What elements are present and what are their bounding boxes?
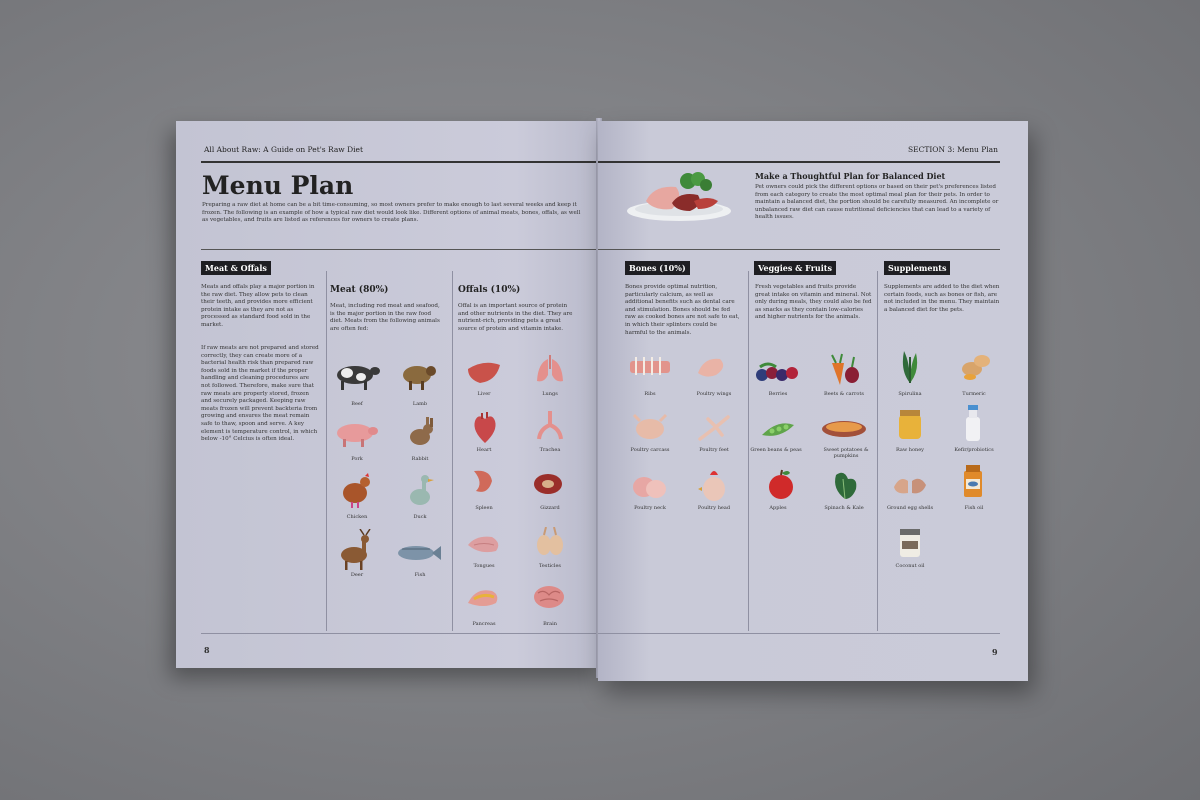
supplements-caption: Coconut oil bbox=[895, 563, 925, 569]
ribs-icon bbox=[628, 355, 672, 377]
poultry-head-icon bbox=[698, 467, 728, 503]
plan-text: Pet owners could pick the different options or based on their pet's preferences listed from each category to create the most optimal meal plan for their pets. In order to maintain a balanced diet, the portion should be carefully measured. An incomplete or unbalanced raw diet can cause nutritional deficiencies that can lead to a variety of health issues. bbox=[755, 184, 999, 221]
green-beans-peas-icon bbox=[760, 417, 796, 441]
offal-caption: Liver bbox=[477, 391, 491, 397]
bones-caption: Poultry feet bbox=[699, 447, 729, 453]
offal-caption: Tongues bbox=[473, 563, 495, 569]
offals-heading: Offals (10%) bbox=[458, 285, 521, 295]
meat-text: Meat, including red meat and seafood, is the major portion in the raw food diet. Meats from the following animals are often fed: bbox=[330, 303, 440, 332]
offal-caption: Lungs bbox=[542, 391, 558, 397]
offal-caption: Spleen bbox=[475, 505, 493, 511]
meat-caption: Fish bbox=[414, 572, 426, 578]
page-title: Menu Plan bbox=[202, 171, 354, 200]
meat-plate-illustration bbox=[624, 167, 734, 223]
meat-offals-intro: Meats and offals play a major portion in the raw diet. They allow pets to clean their teeth, and provides more efficient protein intake as they are not as processed as standard food sold in the market. bbox=[201, 284, 315, 328]
section-rule bbox=[201, 249, 602, 250]
turmeric-icon bbox=[958, 351, 994, 381]
plan-heading: Make a Thoughtful Plan for Balanced Diet bbox=[755, 171, 946, 181]
veggies-caption: Sweet potatoes & pumpkins bbox=[823, 447, 869, 459]
spinach-kale-icon bbox=[830, 469, 860, 501]
meat-caption: Lamb bbox=[412, 401, 428, 407]
kefir-bottle-icon bbox=[962, 405, 984, 443]
footer-rule bbox=[201, 633, 602, 634]
pancreas-icon bbox=[466, 583, 502, 613]
liver-icon bbox=[466, 359, 502, 387]
supplements-caption: Kefir/probiotics bbox=[954, 447, 994, 453]
meat-caption: Deer bbox=[350, 572, 364, 578]
offal-caption: Testicles bbox=[538, 563, 561, 569]
poultry-feet-icon bbox=[694, 413, 732, 443]
meat-caption: Rabbit bbox=[411, 456, 429, 462]
intro-paragraph: Preparing a raw diet at home can be a bit time-consuming, so most owners prefer to make enough to last several weeks and keep it frozen. The following is an example of how a typical raw diet would look like. Different options of animal meats, bones, offals, as well as vegetables, and fruits are listed as references for owners to create plans. bbox=[202, 202, 581, 224]
egg-shells-icon bbox=[892, 471, 928, 497]
meat-heading: Meat (80%) bbox=[330, 285, 389, 295]
header-rule bbox=[201, 161, 602, 163]
running-head-left: All About Raw: A Guide on Pet's Raw Diet bbox=[204, 145, 363, 154]
supplements-caption: Spirulina bbox=[898, 391, 922, 397]
deer-icon bbox=[336, 529, 376, 571]
right-page bbox=[598, 121, 1028, 681]
left-page bbox=[176, 121, 602, 668]
veggies-caption: Apples bbox=[769, 505, 787, 511]
berries-icon bbox=[754, 361, 804, 385]
fish-oil-icon bbox=[962, 465, 984, 499]
section-label-bones: Bones (10%) bbox=[625, 261, 690, 275]
supplements-caption: Turmeric bbox=[962, 391, 986, 397]
testicles-icon bbox=[534, 527, 566, 559]
footer-rule bbox=[598, 633, 1000, 634]
lamb-icon bbox=[399, 361, 439, 393]
bones-caption: Poultry carcass bbox=[630, 447, 670, 453]
section-label-supplements: Supplements bbox=[884, 261, 950, 275]
veggies-text: Fresh vegetables and fruits provide great intake on vitamin and mineral. Not only during meals, they could also be fed as snacks as they contain low-calories and higher nutrients for the animals. bbox=[755, 284, 872, 321]
header-rule bbox=[598, 161, 1000, 163]
meat-caption: Beef bbox=[351, 401, 363, 407]
spleen-icon bbox=[468, 467, 498, 497]
bones-caption: Ribs bbox=[644, 391, 656, 397]
section-rule bbox=[598, 249, 1000, 250]
heart-icon bbox=[472, 411, 498, 445]
offal-caption: Pancreas bbox=[472, 621, 496, 627]
cow-icon bbox=[331, 361, 383, 393]
coconut-oil-icon bbox=[898, 527, 922, 559]
pig-icon bbox=[331, 419, 381, 449]
meat-caption: Pork bbox=[351, 456, 363, 462]
meat-storage-text: If raw meats are not prepared and stored correctly, they can create more of a bacterial health risk than prepared raw foods sold in the market if the proper handling and cleaning procedures are not followed. Therefore, make sure that raw meats are properly stored, frozen and securely packaged. Keeping raw meats frozen will prevent backteria from growing and ensures the meat remain safe to thaw, spoon and serve. A key element is temperature control, in which below -10° Celcius is often ideal. bbox=[201, 345, 319, 443]
meat-caption: Duck bbox=[413, 514, 427, 520]
column-divider bbox=[452, 271, 453, 631]
section-label-meat-offals: Meat & Offals bbox=[201, 261, 271, 275]
tongue-icon bbox=[466, 533, 502, 555]
offal-caption: Heart bbox=[476, 447, 492, 453]
veggies-caption: Berries bbox=[768, 391, 788, 397]
supplements-caption: Ground egg shells bbox=[886, 505, 934, 511]
meat-caption: Chicken bbox=[346, 514, 368, 520]
spirulina-icon bbox=[896, 347, 924, 385]
poultry-wings-icon bbox=[694, 353, 730, 381]
page-number-right: 9 bbox=[992, 647, 998, 657]
raw-honey-icon bbox=[896, 407, 924, 441]
apple-icon bbox=[766, 469, 796, 501]
sweet-potatoes-pumpkins-icon bbox=[820, 417, 868, 441]
poultry-neck-icon bbox=[630, 473, 668, 501]
veggies-caption: Spinach & Kale bbox=[824, 505, 864, 511]
offal-caption: Trachea bbox=[539, 447, 561, 453]
running-head-right: SECTION 3: Menu Plan bbox=[907, 145, 998, 154]
poultry-carcass-icon bbox=[632, 413, 668, 443]
supplements-caption: Fish oil bbox=[964, 505, 984, 511]
bones-caption: Poultry head bbox=[697, 505, 731, 511]
chicken-icon bbox=[339, 473, 373, 509]
supplements-text: Supplements are added to the diet when certain foods, such as bones or fish, are not included in the menu. They maintain a balanced diet for the pets. bbox=[884, 284, 1000, 313]
bones-caption: Poultry neck bbox=[634, 505, 666, 511]
veggies-caption: Green beans & peas bbox=[750, 447, 802, 453]
bones-caption: Poultry wings bbox=[696, 391, 732, 397]
fish-icon bbox=[394, 543, 442, 563]
trachea-icon bbox=[536, 411, 564, 441]
section-label-veggies-fruits: Veggies & Fruits bbox=[754, 261, 836, 275]
beets-carrots-icon bbox=[826, 353, 862, 387]
veggies-caption: Beets & carrots bbox=[824, 391, 864, 397]
rabbit-icon bbox=[404, 417, 436, 449]
brain-icon bbox=[532, 583, 566, 613]
duck-icon bbox=[406, 473, 436, 509]
lungs-icon bbox=[534, 355, 566, 387]
offals-text: Offal is an important source of protein and other nutrients in the diet. They are nutrient-rich, providing pets a great source of protein and vitamin intake. bbox=[458, 303, 573, 332]
offal-caption: Gizzard bbox=[540, 505, 560, 511]
page-number-left: 8 bbox=[204, 645, 210, 655]
bones-text: Bones provide optimal nutrition, particularly calcium, as well as additional benefits such as dental care and stimulation. Bones should be fed raw as cooked bones are not safe to eat, in which their splinters could be harmful to the animals. bbox=[625, 284, 740, 336]
offal-caption: Brain bbox=[543, 621, 557, 627]
supplements-caption: Raw honey bbox=[896, 447, 924, 453]
gizzard-icon bbox=[532, 471, 564, 497]
